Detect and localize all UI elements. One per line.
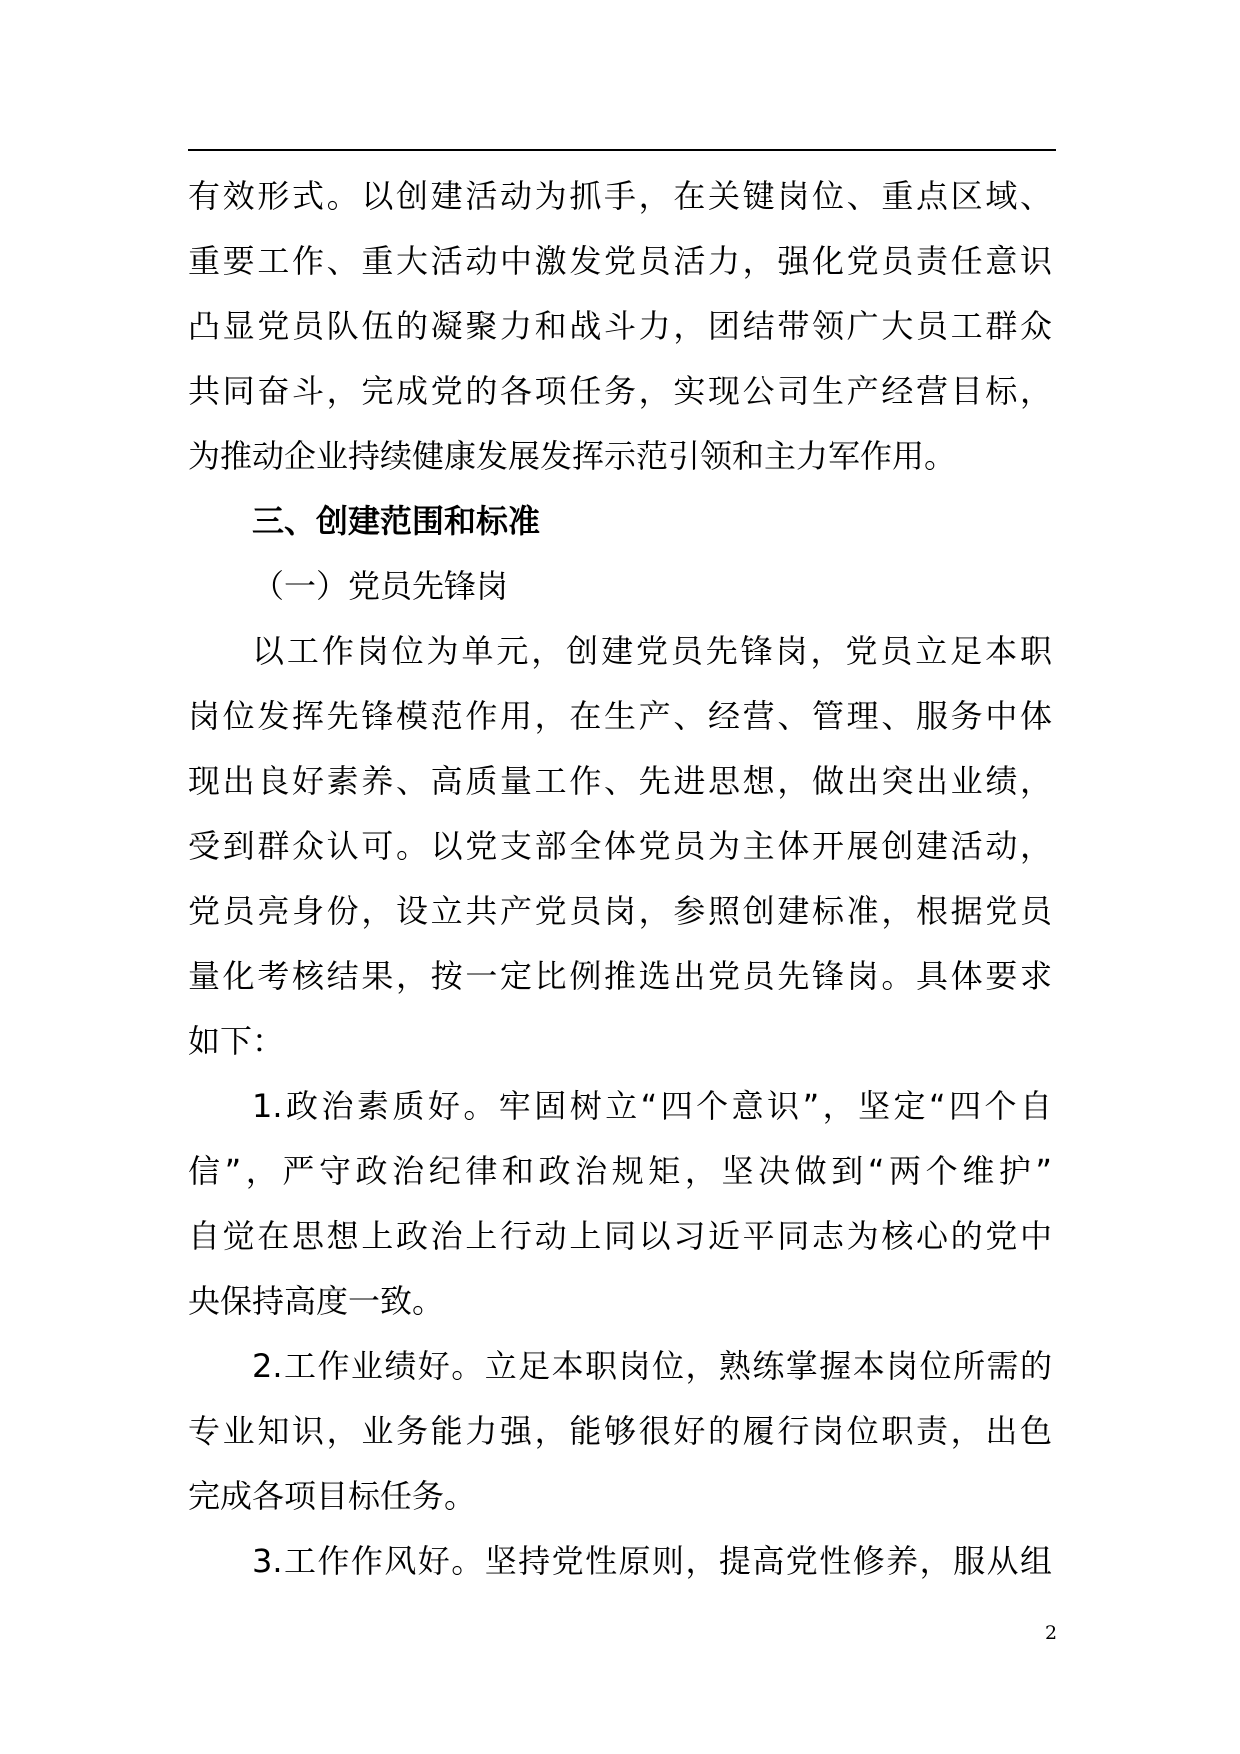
text-line: 受到群众认可。以党支部全体党员为主体开展创建活动， bbox=[188, 827, 1052, 865]
text-line: 信”，严守政治纪律和政治规矩，坚决做到“两个维护” bbox=[188, 1152, 1052, 1190]
text-line: 重要工作、重大活动中激发党员活力，强化党员责任意识 bbox=[188, 242, 1052, 280]
text-line: 凸显党员队伍的凝聚力和战斗力，团结带领广大员工群众 bbox=[188, 307, 1052, 345]
text-line: 党员亮身份，设立共产党员岗，参照创建标准，根据党员 bbox=[188, 892, 1052, 930]
text-line: 如下： bbox=[188, 1022, 285, 1060]
page-number: 2 bbox=[1044, 1622, 1058, 1644]
text-line: 为推动企业持续健康发展发挥示范引领和主力军作用。 bbox=[188, 437, 957, 475]
text-line: 自觉在思想上政治上行动上同以习近平同志为核心的党中 bbox=[188, 1217, 1052, 1255]
subsection-heading: （一）党员先锋岗 bbox=[252, 567, 509, 605]
text-line: 量化考核结果，按一定比例推选出党员先锋岗。具体要求 bbox=[188, 957, 1052, 995]
list-item: 3.工作作风好。坚持党性原则，提高党性修养，服从组 bbox=[252, 1542, 1052, 1580]
text-line: 岗位发挥先锋模范作用，在生产、经营、管理、服务中体 bbox=[188, 697, 1052, 735]
text-line: 共同奋斗，完成党的各项任务，实现公司生产经营目标， bbox=[188, 372, 1052, 410]
text-line: 完成各项目标任务。 bbox=[188, 1477, 477, 1515]
text-line: 专业知识，业务能力强，能够很好的履行岗位职责，出色 bbox=[188, 1412, 1052, 1450]
text-line: 现出良好素养、高质量工作、先进思想，做出突出业绩， bbox=[188, 762, 1052, 800]
text-line: 以工作岗位为单元，创建党员先锋岗，党员立足本职 bbox=[252, 632, 1052, 670]
body-text bbox=[188, 164, 1052, 1594]
text-line: 有效形式。以创建活动为抓手，在关键岗位、重点区域、 bbox=[188, 177, 1052, 215]
list-item: 2.工作业绩好。立足本职岗位，熟练掌握本岗位所需的 bbox=[252, 1347, 1052, 1385]
header-rule bbox=[188, 149, 1056, 151]
text-line: 央保持高度一致。 bbox=[188, 1282, 445, 1320]
list-item: 1.政治素质好。牢固树立“四个意识”，坚定“四个自 bbox=[252, 1087, 1052, 1125]
section-heading: 三、创建范围和标准 bbox=[252, 502, 541, 540]
